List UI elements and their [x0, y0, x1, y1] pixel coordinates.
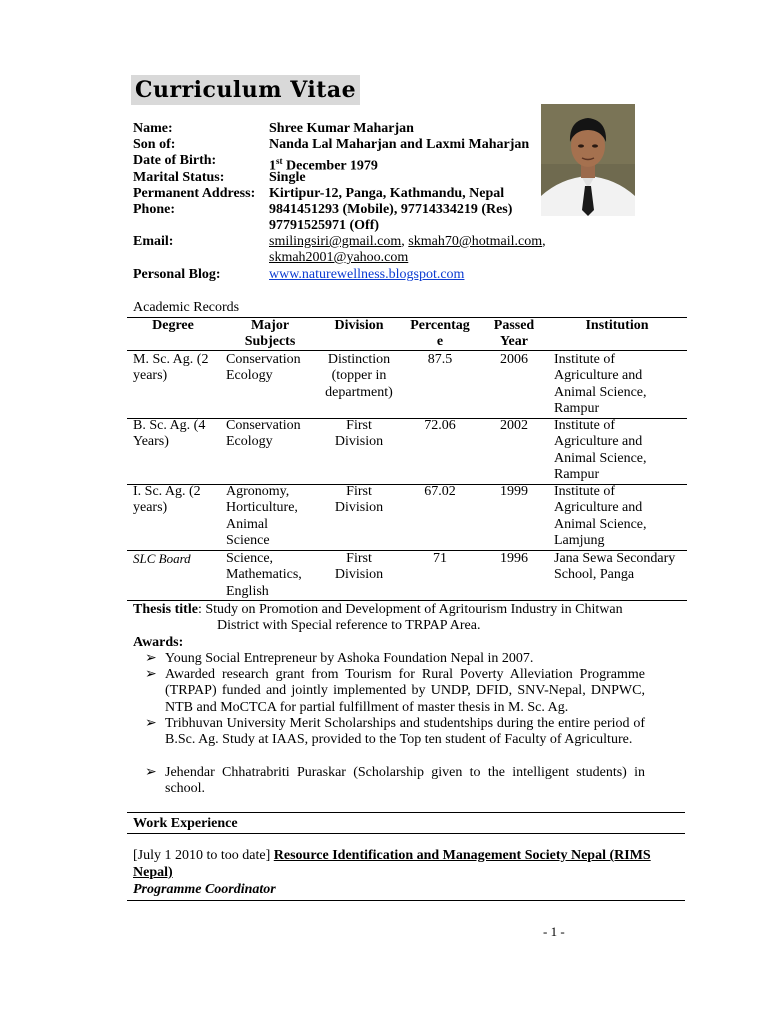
cell-line: Mathematics, [226, 567, 302, 583]
cell-line: Ecology [226, 368, 273, 384]
cell-major [226, 484, 321, 550]
work-section-top-border [127, 812, 685, 813]
email-separator: , [542, 234, 546, 249]
cell-line: Years) [133, 434, 169, 450]
cell-year: 1999 [500, 484, 528, 499]
phone-line-2: 97791525971 (Off) [269, 218, 380, 233]
cell-line: M. Sc. Ag. (2 [133, 352, 209, 367]
son-of-value: Nanda Lal Maharjan and Laxmi Maharjan [269, 137, 530, 152]
header-institution: Institution [585, 318, 649, 333]
blog-value [269, 267, 464, 283]
award-text: Awarded research grant from Tourism for Rural Poverty Alleviation Programme (TRPAP) funded and jointly implemented by UNDP, DFID, SNV-Nepal, DNPWC, NTB and MoCTCA for partial fulfillment of master thesis in M. Sc. Ag. [165, 667, 645, 715]
cell-line: Conservation [226, 352, 301, 367]
award-text: Jehendar Chhatrabriti Puraskar (Scholarship given to the intelligent students) in school. [165, 765, 645, 797]
email-link-yahoo[interactable]: skmah2001@yahoo.com [269, 250, 409, 265]
job-entry [133, 847, 678, 881]
cell-line: First [346, 551, 372, 566]
email-link-gmail[interactable]: smilingsiri@gmail.com [269, 234, 402, 249]
marital-label: Marital Status: [133, 170, 225, 185]
cell-degree [133, 551, 223, 567]
phone-line-1: 9841451293 (Mobile), 97714334219 (Res) [269, 202, 513, 217]
email-line-1 [269, 234, 546, 250]
cell-line: Institute of [554, 352, 616, 367]
phone-label: Phone: [133, 202, 175, 217]
cell-year: 2006 [500, 352, 528, 367]
cell-line: SLC Board [133, 551, 191, 566]
cell-year: 2002 [500, 418, 528, 433]
work-experience-heading: Work Experience [133, 816, 238, 831]
header-division: Division [334, 318, 384, 333]
email-separator: , [401, 234, 409, 249]
cell-line: Animal [226, 516, 268, 532]
cell-line: Division [334, 500, 384, 516]
cell-percentage: 67.02 [424, 484, 456, 499]
academic-records-heading: Academic Records [133, 300, 240, 315]
address-label: Permanent Address: [133, 186, 256, 201]
cell-line: B. Sc. Ag. (4 [133, 418, 206, 433]
cell-line: I. Sc. Ag. (2 [133, 484, 201, 499]
header-major-line-2: Subjects [244, 334, 296, 349]
cell-line: Animal Science, [554, 450, 647, 466]
job-divider [127, 900, 685, 901]
cell-line: Animal Science, [554, 516, 647, 532]
address-value: Kirtipur-12, Panga, Kathmandu, Nepal [269, 186, 505, 201]
profile-photo [541, 104, 635, 216]
award-text: Young Social Entrepreneur by Ashoka Foundation Nepal in 2007. [165, 651, 534, 666]
cell-division [320, 551, 398, 584]
name-value: Shree Kumar Maharjan [269, 121, 414, 136]
cell-line: Lamjung [554, 533, 605, 549]
cell-line: Science, [226, 551, 274, 566]
awards-heading: Awards: [133, 635, 184, 650]
cell-line: Horticulture, [226, 500, 298, 516]
header-percentage-line-2: e [436, 334, 444, 349]
award-text: Tribhuvan University Merit Scholarships and studentships during the entire period of B.Sc. Ag. Study at IAAS, provided to the Top ten student of Faculty of Agriculture. [165, 716, 645, 748]
job-organization-cont: Nepal) [133, 865, 173, 880]
cell-line: English [226, 583, 269, 599]
list-item [145, 667, 645, 716]
cell-line: Institute of [554, 418, 616, 433]
cell-line: Ecology [226, 434, 273, 450]
blog-link[interactable]: www.naturewellness.blogspot.com [269, 267, 465, 282]
cell-division [320, 484, 398, 517]
cell-line: Agriculture and [554, 500, 643, 516]
cell-major [226, 352, 321, 385]
cell-institution [554, 484, 684, 550]
cell-line: Division [334, 434, 384, 450]
cell-line: Jana Sewa Secondary [554, 551, 676, 566]
header-degree: Degree [152, 318, 194, 333]
dob-suffix: st [276, 156, 283, 166]
job-organization: Resource Identification and Management Society Nepal (RIMS [273, 848, 651, 863]
table-header-border [127, 350, 687, 351]
table-bottom-border [127, 600, 687, 601]
cell-line: Agriculture and [554, 434, 643, 450]
cell-line: First [346, 418, 372, 433]
header-major-line-1: Major [250, 318, 290, 333]
cell-line: Institute of [554, 484, 616, 499]
email-label: Email: [133, 234, 174, 249]
marital-value: Single [269, 170, 306, 185]
email-link-hotmail[interactable]: skmah70@hotmail.com [408, 234, 543, 249]
cell-line: Rampur [554, 401, 600, 417]
arrow-bullet-icon: ➢ [145, 667, 157, 682]
cell-year: 1996 [500, 551, 528, 566]
cell-division [320, 352, 398, 401]
cell-institution [554, 418, 684, 484]
thesis-line-1 [133, 602, 693, 618]
cell-percentage: 87.5 [427, 352, 453, 367]
dob-day: 1 [269, 158, 276, 174]
cell-line: School, Panga [554, 567, 635, 583]
cell-line: First [346, 484, 372, 499]
son-of-label: Son of: [133, 137, 176, 152]
arrow-bullet-icon: ➢ [145, 716, 157, 731]
cell-line: Distinction [327, 352, 391, 367]
cell-degree [133, 484, 223, 517]
cell-line: Agronomy, [226, 484, 290, 499]
page-title: Curriculum Vitae [131, 75, 360, 105]
thesis-title [133, 602, 693, 635]
cell-line: Conservation [226, 418, 301, 433]
thesis-label: Thesis title [133, 602, 198, 617]
cell-line: years) [133, 500, 168, 516]
cell-percentage: 71 [433, 551, 447, 566]
list-item [145, 651, 645, 667]
cell-major [226, 551, 321, 600]
cell-line: Rampur [554, 467, 600, 483]
job-date: [July 1 2010 to too date] [133, 848, 274, 863]
dob-rest: December 1979 [282, 158, 378, 174]
cell-percentage: 72.06 [424, 418, 456, 433]
thesis-line-2: District with Special reference to TRPAP Area. [217, 618, 481, 634]
page-number: - 1 - [543, 924, 565, 939]
name-label: Name: [133, 121, 173, 136]
work-section-bottom-border [127, 833, 685, 834]
cell-line: department) [325, 384, 393, 400]
header-percentage-line-1: Percentag [410, 318, 470, 333]
arrow-bullet-icon: ➢ [145, 651, 157, 666]
arrow-bullet-icon: ➢ [145, 765, 157, 780]
cell-line: Animal Science, [554, 384, 647, 400]
cell-line: Division [334, 567, 384, 583]
blog-label: Personal Blog: [133, 267, 221, 282]
thesis-text-1: : Study on Promotion and Development of Agritourism Industry in Chitwan [197, 602, 623, 617]
cell-line: Agriculture and [554, 368, 643, 384]
cell-institution [554, 352, 684, 418]
cell-line: years) [133, 368, 168, 384]
list-item [145, 716, 645, 749]
header-passed-line-2: Year [500, 334, 528, 349]
job-role: Programme Coordinator [133, 882, 276, 897]
cell-degree [133, 352, 223, 385]
cell-division [320, 418, 398, 451]
cell-major [226, 418, 321, 451]
header-passed-line-1: Passed [493, 318, 535, 333]
email-line-2 [269, 250, 408, 266]
cell-line: Science [226, 533, 270, 549]
dob-label: Date of Birth: [133, 153, 217, 168]
cell-line: (topper in [331, 368, 387, 384]
cell-institution [554, 551, 684, 584]
list-item [145, 765, 645, 798]
cell-degree [133, 418, 223, 451]
